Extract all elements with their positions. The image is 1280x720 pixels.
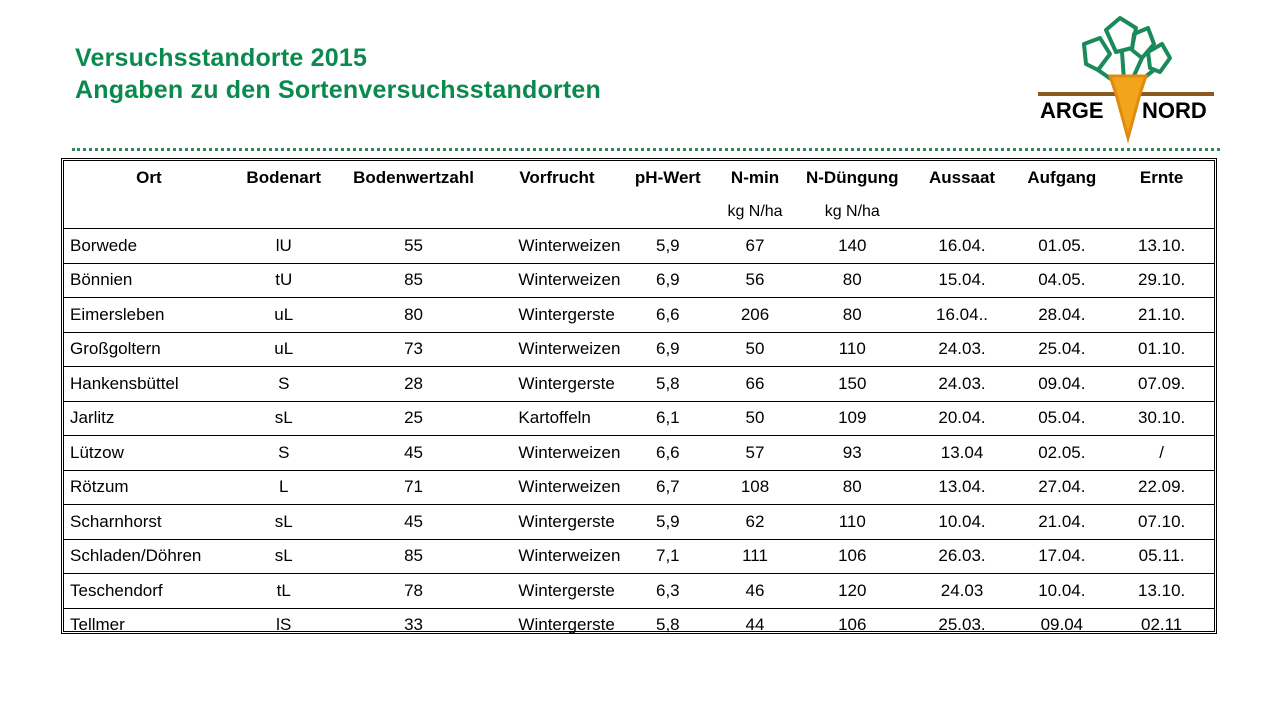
table-row [64,539,1214,574]
cell-ph-wert: 6,1 [620,401,715,436]
cell-aussaat: 13.04 [910,436,1015,471]
cell-n-min: 46 [715,574,795,609]
cell-aufgang: 25.04. [1014,332,1109,367]
cell-vorfrucht: Winterweizen [493,470,620,505]
table-unit-row [64,195,1214,229]
carrot-icon [1036,14,1216,144]
header-n-duengung: N-Düngung [805,168,899,187]
cell-vorfrucht: Wintergerste [493,367,620,402]
unit-vorfrucht [493,195,620,229]
cell-ort: Eimersleben [64,298,234,333]
cell-bodenwertzahl: 55 [334,229,494,264]
cell-n-duengung: 80 [795,263,910,298]
cell-ort: Jarlitz [64,401,234,436]
table-row [64,470,1214,505]
header-aufgang: Aufgang [1027,168,1097,187]
cell-bodenwertzahl: 33 [334,608,494,642]
cell-vorfrucht: Wintergerste [493,608,620,642]
cell-n-min: 108 [715,470,795,505]
cell-ph-wert: 6,9 [620,332,715,367]
cell-ort: Tellmer [64,608,234,642]
cell-aussaat: 10.04. [910,505,1015,540]
cell-n-duengung: 110 [795,505,910,540]
cell-ernte: 01.10. [1109,332,1214,367]
cell-n-min: 44 [715,608,795,642]
cell-ort: Borwede [64,229,234,264]
cell-bodenwertzahl: 85 [334,263,494,298]
cell-ph-wert: 5,9 [620,505,715,540]
cell-ernte: 07.10. [1109,505,1214,540]
cell-n-duengung: 106 [795,539,910,574]
cell-vorfrucht: Wintergerste [493,298,620,333]
cell-ernte: 02.11 [1109,608,1214,642]
cell-ernte: 07.09. [1109,367,1214,402]
cell-aussaat: 24.03 [910,574,1015,609]
cell-bodenart: uL [234,332,334,367]
table-row [64,505,1214,540]
cell-aussaat: 25.03. [910,608,1015,642]
table-row [64,401,1214,436]
cell-n-min: 57 [715,436,795,471]
unit-ph-wert [620,195,715,229]
table-row [64,367,1214,402]
logo-text-right: NORD [1142,98,1207,123]
cell-ernte: / [1109,436,1214,471]
cell-bodenwertzahl: 25 [334,401,494,436]
cell-n-duengung: 110 [795,332,910,367]
cell-vorfrucht: Kartoffeln [493,401,620,436]
unit-bodenwertzahl [334,195,494,229]
cell-vorfrucht: Winterweizen [493,332,620,367]
cell-ernte: 29.10. [1109,263,1214,298]
cell-vorfrucht: Wintergerste [493,505,620,540]
cell-bodenart: sL [234,539,334,574]
cell-bodenart: S [234,367,334,402]
cell-aufgang: 05.04. [1014,401,1109,436]
cell-aufgang: 01.05. [1014,229,1109,264]
arge-nord-logo [1036,14,1216,144]
cell-ernte: 21.10. [1109,298,1214,333]
cell-aussaat: 24.03. [910,367,1015,402]
cell-aussaat: 26.03. [910,539,1015,574]
header-aussaat: Aussaat [928,168,996,187]
cell-bodenart: lS [234,608,334,642]
unit-aufgang [1014,195,1109,229]
cell-bodenart: sL [234,401,334,436]
cell-ort: Lützow [64,436,234,471]
table-header-row [64,161,1214,195]
cell-n-min: 50 [715,401,795,436]
cell-ph-wert: 6,6 [620,436,715,471]
cell-vorfrucht: Winterweizen [493,229,620,264]
cell-aufgang: 09.04 [1014,608,1109,642]
cell-aussaat: 24.03. [910,332,1015,367]
cell-aufgang: 04.05. [1014,263,1109,298]
cell-ph-wert: 7,1 [620,539,715,574]
carrot-body [1110,76,1146,138]
table-body [64,229,1214,643]
cell-n-duengung: 150 [795,367,910,402]
table-row [64,298,1214,333]
cell-vorfrucht: Winterweizen [493,263,620,298]
cell-bodenwertzahl: 73 [334,332,494,367]
cell-ph-wert: 6,3 [620,574,715,609]
cell-vorfrucht: Winterweizen [493,436,620,471]
logo-text-left: ARGE [1040,98,1104,123]
header-ernte: Ernte [1139,168,1184,187]
cell-ort: Hankensbüttel [64,367,234,402]
cell-n-min: 50 [715,332,795,367]
title-line-1: Versuchsstandorte 2015 [75,44,368,72]
cell-ort: Teschendorf [64,574,234,609]
cell-aufgang: 21.04. [1014,505,1109,540]
table-row [64,608,1214,642]
header-ph-wert: pH-Wert [634,168,701,187]
dotted-divider [72,148,1220,151]
cell-ernte: 13.10. [1109,574,1214,609]
cell-ernte: 05.11. [1109,539,1214,574]
unit-bodenart [234,195,334,229]
cell-n-min: 67 [715,229,795,264]
cell-n-min: 56 [715,263,795,298]
cell-n-min: 206 [715,298,795,333]
cell-ernte: 30.10. [1109,401,1214,436]
unit-aussaat [910,195,1015,229]
cell-ph-wert: 6,6 [620,298,715,333]
cell-n-min: 111 [715,539,795,574]
cell-ph-wert: 6,9 [620,263,715,298]
cell-bodenwertzahl: 85 [334,539,494,574]
header-vorfrucht: Vorfrucht [519,168,595,187]
cell-n-duengung: 120 [795,574,910,609]
cell-aufgang: 10.04. [1014,574,1109,609]
cell-bodenwertzahl: 71 [334,470,494,505]
table-row [64,263,1214,298]
cell-bodenart: sL [234,505,334,540]
header-ort: Ort [136,168,162,187]
table-row [64,332,1214,367]
page-title [75,42,601,106]
cell-aussaat: 16.04. [910,229,1015,264]
cell-bodenart: lU [234,229,334,264]
cell-ort: Großgoltern [64,332,234,367]
cell-aufgang: 17.04. [1014,539,1109,574]
cell-n-duengung: 80 [795,298,910,333]
cell-ort: Schladen/Döhren [64,539,234,574]
unit-n-duengung: kg N/ha [824,202,880,220]
cell-aufgang: 28.04. [1014,298,1109,333]
header-n-min: N-min [730,168,780,187]
cell-bodenart: L [234,470,334,505]
cell-aussaat: 15.04. [910,263,1015,298]
cell-ph-wert: 5,8 [620,367,715,402]
header-bodenart: Bodenart [246,168,322,187]
unit-ort [64,195,234,229]
cell-aufgang: 27.04. [1014,470,1109,505]
header-bodenwertzahl: Bodenwertzahl [353,168,474,187]
cell-ernte: 22.09. [1109,470,1214,505]
cell-ph-wert: 5,8 [620,608,715,642]
cell-ph-wert: 5,9 [620,229,715,264]
cell-aufgang: 02.05. [1014,436,1109,471]
unit-ernte [1109,195,1214,229]
cell-aussaat: 20.04. [910,401,1015,436]
cell-bodenwertzahl: 28 [334,367,494,402]
cell-bodenart: uL [234,298,334,333]
cell-n-min: 62 [715,505,795,540]
table-row [64,436,1214,471]
cell-n-min: 66 [715,367,795,402]
cell-bodenart: S [234,436,334,471]
cell-aufgang: 09.04. [1014,367,1109,402]
cell-aussaat: 16.04.. [910,298,1015,333]
cell-bodenart: tL [234,574,334,609]
cell-ort: Rötzum [64,470,234,505]
cell-ort: Scharnhorst [64,505,234,540]
table-row [64,229,1214,264]
cell-bodenart: tU [234,263,334,298]
cell-ernte: 13.10. [1109,229,1214,264]
cell-ph-wert: 6,7 [620,470,715,505]
cell-ort: Bönnien [64,263,234,298]
cell-n-duengung: 93 [795,436,910,471]
title-line-2: Angaben zu den Sortenversuchsstandorten [75,76,601,104]
standorte-table [61,158,1217,634]
unit-n-min: kg N/ha [727,202,783,220]
cell-n-duengung: 106 [795,608,910,642]
cell-bodenwertzahl: 45 [334,505,494,540]
cell-bodenwertzahl: 45 [334,436,494,471]
cell-bodenwertzahl: 78 [334,574,494,609]
cell-bodenwertzahl: 80 [334,298,494,333]
table-row [64,574,1214,609]
cell-vorfrucht: Winterweizen [493,539,620,574]
cell-aussaat: 13.04. [910,470,1015,505]
cell-n-duengung: 140 [795,229,910,264]
cell-vorfrucht: Wintergerste [493,574,620,609]
cell-n-duengung: 80 [795,470,910,505]
cell-n-duengung: 109 [795,401,910,436]
